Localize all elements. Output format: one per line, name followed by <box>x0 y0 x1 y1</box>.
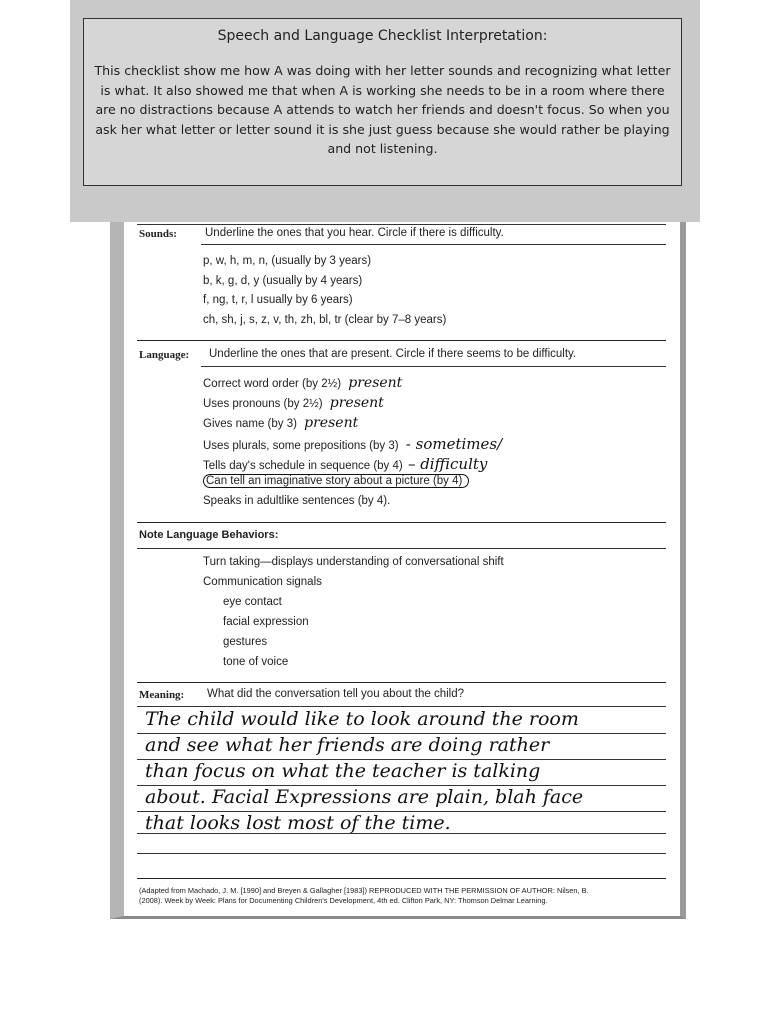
section-rule <box>137 224 666 225</box>
citation-line: (2008). Week by Week: Plans for Documenting Children's Development, 4th ed. Clifton Park, NY: Thomson Delmar Learning. <box>139 896 548 905</box>
meaning-question: What did the conversation tell you about the child? <box>207 688 464 700</box>
section-rule <box>137 522 666 523</box>
sound-item: p, w, h, m, n, (usually by 3 years) <box>203 255 372 267</box>
language-item-text: Gives name (by 3) <box>203 418 297 430</box>
sound-item: b, k, g, d, y (usually by 4 years) <box>203 275 363 287</box>
answer-rule <box>137 853 666 854</box>
interpretation-note <box>83 18 682 186</box>
handwritten-answer: about. Facial Expressions are plain, blah face <box>145 786 584 808</box>
meaning-label: Meaning: <box>139 689 185 701</box>
citation-line: (Adapted from Machado, J. M. [1990] and Breyen & Gallagher [1983]) REPRODUCED WITH THE PERMISSION OF AUTHOR: Nilsen, B. <box>139 886 589 895</box>
language-item-text: Correct word order (by 2½) <box>203 378 342 390</box>
sound-item: f, ng, t, r, l usually by 6 years) <box>203 294 353 306</box>
language-item-text: Tells day's schedule in sequence (by 4) <box>203 460 403 472</box>
language-item <box>203 375 402 391</box>
language-item-text: Uses plurals, some prepositions (by 3) <box>203 440 399 452</box>
signal-item: tone of voice <box>223 656 289 668</box>
checklist-sheet <box>110 222 686 919</box>
behaviors-label: Note Language Behaviors: <box>139 529 279 541</box>
handwritten-note: - sometimes/ <box>405 435 503 453</box>
handwritten-note: – difficulty <box>407 455 488 473</box>
language-item <box>203 395 384 411</box>
language-instruction: Underline the ones that are present. Circle if there seems to be difficulty. <box>209 348 577 360</box>
signal-item: gestures <box>223 636 268 648</box>
handwritten-answer: than focus on what the teacher is talking <box>145 760 541 782</box>
language-item-text: Uses pronouns (by 2½) <box>203 398 323 410</box>
sounds-label: Sounds: <box>139 228 177 240</box>
handwritten-note: present <box>329 395 384 411</box>
language-item <box>203 475 469 487</box>
answer-rule <box>137 878 666 879</box>
section-rule <box>201 244 666 245</box>
section-rule <box>201 366 666 367</box>
signal-item: eye contact <box>223 596 282 608</box>
note-title: Speech and Language Checklist Interpretation: <box>217 28 548 44</box>
language-label: Language: <box>139 349 190 361</box>
behavior-item: Turn taking—displays understanding of conversational shift <box>203 556 504 568</box>
citation-footer <box>139 886 664 906</box>
language-item <box>203 435 502 453</box>
sound-item: ch, sh, j, s, z, v, th, zh, bl, tr (clear by 7–8 years) <box>203 314 447 326</box>
handwritten-answer: and see what her friends are doing rather <box>145 734 550 756</box>
section-rule <box>137 340 666 341</box>
handwritten-answer: that looks lost most of the time. <box>145 812 451 834</box>
language-item-text: Speaks in adultlike sentences (by 4). <box>203 495 391 507</box>
section-rule <box>137 706 666 707</box>
language-item <box>203 415 358 431</box>
language-item-text: Can tell an imaginative story about a picture (by 4) <box>203 474 469 488</box>
note-body: This checklist show me how A was doing with her letter sounds and recognizing what letter is what. It also showed me that when A is working she needs to be in a room where there are no distractions because A attends to watch her friends and doesn't focus. So when you ask her what letter or letter sound it is she just guess because she would rather be playing and not listening. <box>94 63 671 156</box>
handwritten-note: present <box>304 415 359 431</box>
handwritten-note: present <box>348 375 403 391</box>
language-item <box>203 455 487 473</box>
sounds-instruction: Underline the ones that you hear. Circle if there is difficulty. <box>205 227 504 239</box>
behavior-item: Communication signals <box>203 576 322 588</box>
language-item <box>203 495 390 507</box>
signal-item: facial expression <box>223 616 309 628</box>
section-rule <box>137 682 666 683</box>
section-rule <box>137 548 666 549</box>
handwritten-answer: The child would like to look around the room <box>145 708 579 730</box>
answer-rule <box>137 833 666 834</box>
